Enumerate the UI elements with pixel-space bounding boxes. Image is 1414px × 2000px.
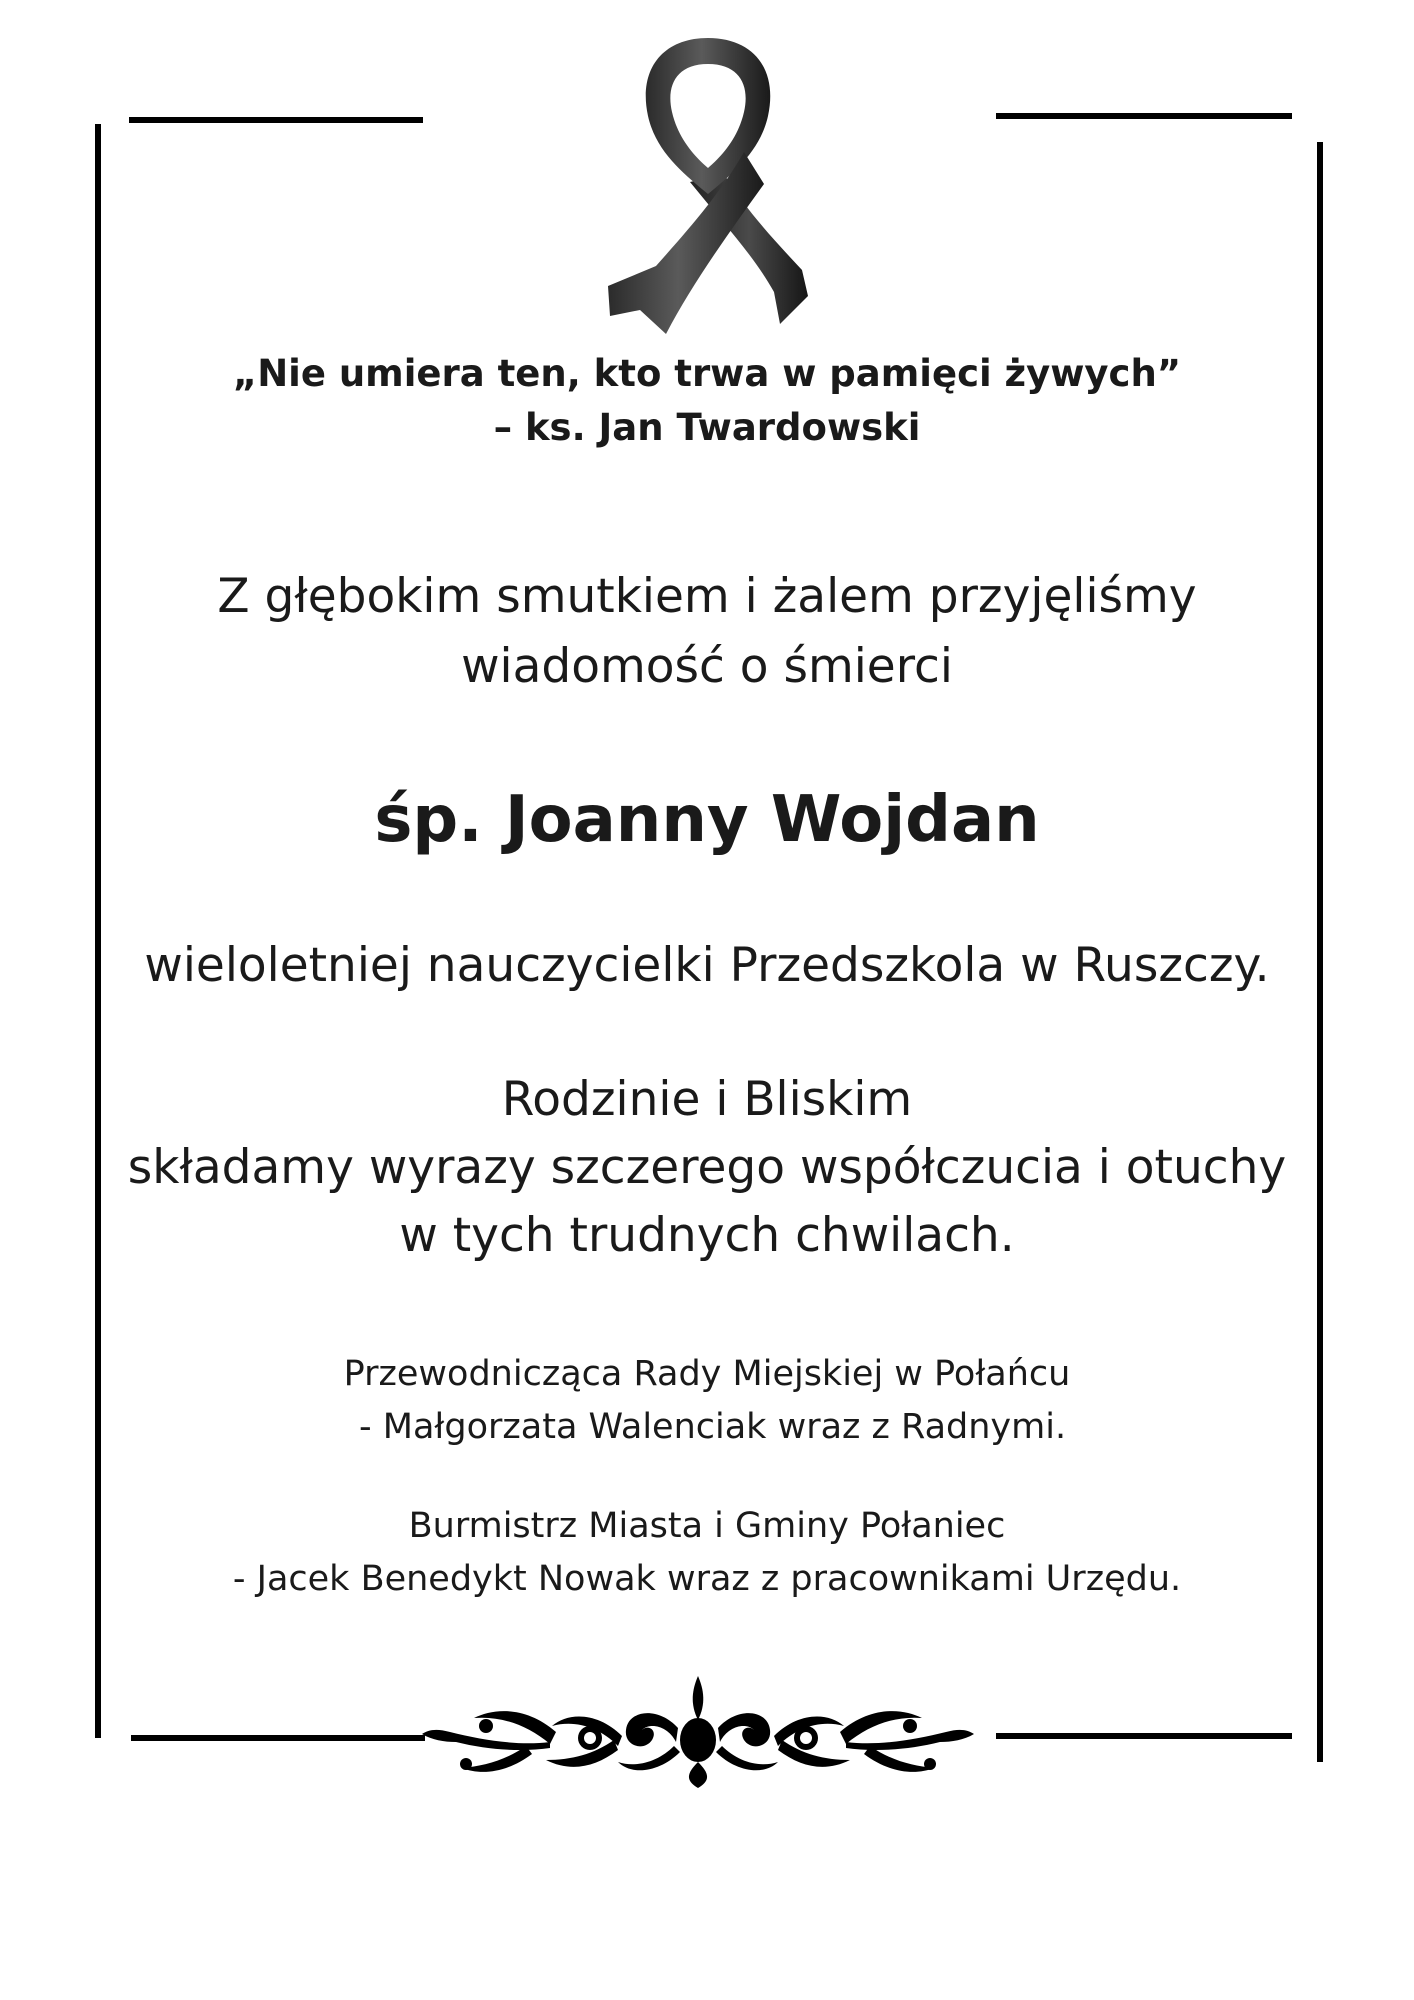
frame-top-right-line (996, 113, 1292, 119)
condolences-block (0, 1066, 1414, 1270)
quote-author: – ks. Jan Twardowski (493, 406, 921, 449)
frame-top-left-line (129, 117, 423, 123)
frame-bottom-right-line (996, 1733, 1292, 1739)
quote-block (0, 347, 1414, 455)
announcement-block (0, 562, 1414, 702)
signature-council (0, 1348, 1414, 1454)
signature-council-title: Przewodnicząca Rady Miejskiej w Połańcu (343, 1354, 1071, 1394)
announcement-line-1: Z głębokim smutkiem i żalem przyjęliśmy (217, 569, 1197, 624)
signature-mayor-person: - Jacek Benedykt Nowak wraz z pracownikami Urzędu. (232, 1559, 1182, 1599)
announcement-line-2: wiadomość o śmierci (461, 639, 953, 694)
quote-text: „Nie umiera ten, kto trwa w pamięci żywych” (232, 352, 1182, 395)
black-ribbon-icon (604, 34, 812, 334)
condolences-line-2: składamy wyrazy szczerego współczucia i otuchy (127, 1140, 1287, 1195)
signature-mayor (0, 1500, 1414, 1606)
signature-mayor-title: Burmistrz Miasta i Gminy Połaniec (408, 1506, 1006, 1546)
deceased-role: wieloletniej nauczycielki Przedszkola w Ruszczy. (144, 938, 1270, 993)
ornamental-flourish-icon (422, 1676, 974, 1788)
condolences-line-3: w tych trudnych chwilach. (399, 1208, 1015, 1263)
deceased-name: śp. Joanny Wojdan (374, 783, 1040, 857)
condolences-line-1: Rodzinie i Bliskim (501, 1072, 913, 1127)
signature-council-person: - Małgorzata Walenciak wraz z Radnymi. (347, 1407, 1067, 1447)
frame-bottom-left-line (131, 1735, 425, 1741)
